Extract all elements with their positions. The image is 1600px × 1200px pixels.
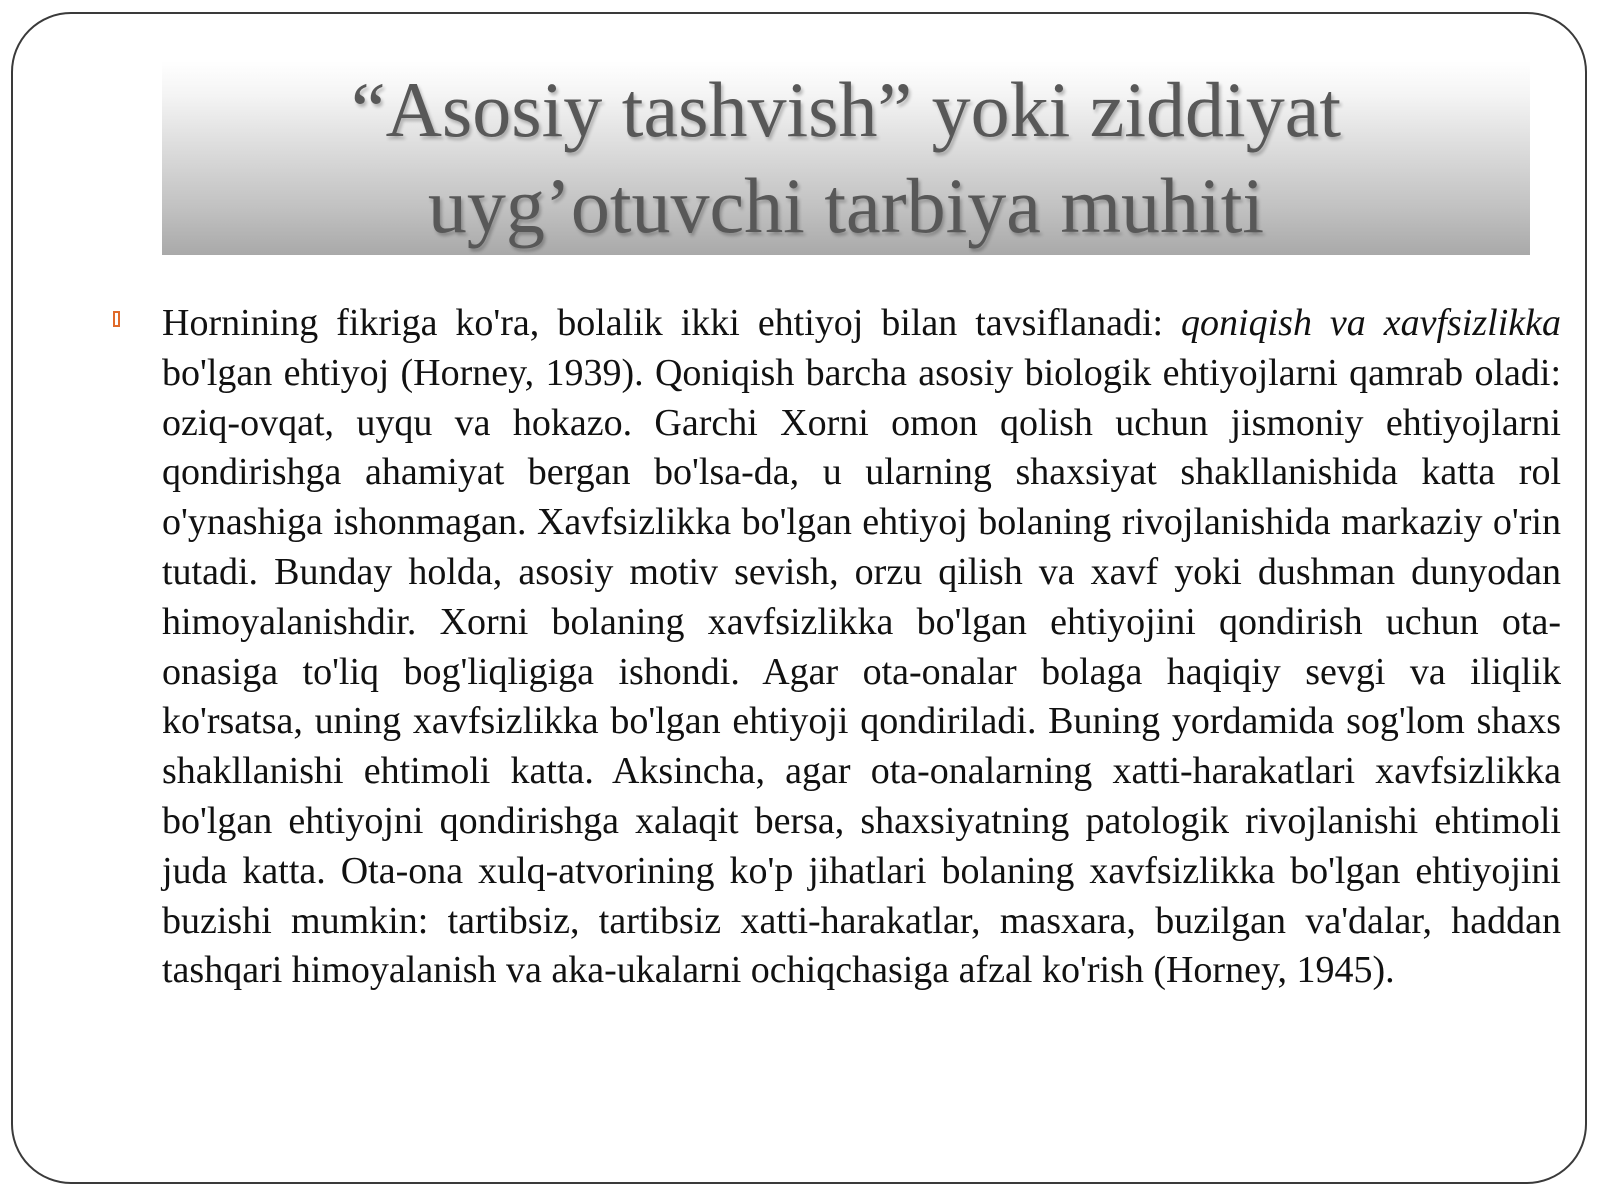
title-line-1: “Asosiy tashvish” yoki ziddiyat	[350, 66, 1342, 153]
body-text-part-1: Hornining fikriga ko'ra, bolalik ikki ehtiyoj bilan tavsiflanadi:	[162, 302, 1182, 344]
body-text-part-2: bo'lgan ehtiyoj (Horney, 1939). Qoniqish barcha asosiy biologik ehtiyojlarni qamrab oladi: oziq-ovqat, uyqu va hokazo. Garchi Xorni omon qolish uchun jismoniy ehtiyojlarni qondirishga ahamiyat bergan bo'lsa-da, u ularning shaxsiyat shakllanishida katta rol o'ynashiga ishonmagan. Xavfsizlikka bo'lgan ehtiyoj bolaning rivojlanishida markaziy o'rin tutadi. Bunday holda, asosiy motiv sevish, orzu qilish va xavf yoki dushman dunyodan himoyalanishdir. Xorni bolaning xavfsizlikka bo'lgan ehtiyojini qondirish uchun ota-onasiga to'liq bog'liqligiga ishondi. Agar ota-onalar bolaga haqiqiy sevgi va iliqlik ko'rsatsa, uning xavfsizlikka bo'lgan ehtiyoji qondiriladi. Buning yordamida sog'lom shaxs shakllanishi ehtimoli katta. Aksincha, agar ota-onalarning xatti-harakatlari xavfsizlikka bo'lgan ehtiyojni qondirishga xalaqit bersa, shaxsiyatning patologik rivojlanishi ehtimoli juda katta. Ota-ona xulq-atvorining ko'p jihatlari bolaning xavfsizlikka bo'lgan ehtiyojini buzishi mumkin: tartibsiz, tartibsiz xatti-harakatlar, masxara, buzilgan va'dalar, haddan tashqari himoyalanish va aka-ukalarni ochiqchasiga afzal ko'rish (Horney, 1945).	[162, 351, 1561, 992]
slide-frame	[11, 12, 1587, 1184]
body-text-emphasis: qoniqish va xavfsizlikka	[1181, 302, 1562, 344]
title-banner	[162, 61, 1530, 255]
body-paragraph	[162, 289, 1561, 996]
slide-title	[351, 62, 1341, 254]
title-line-2: uyg’otuvchi tarbiya muhiti	[427, 162, 1265, 249]
bullet-icon	[113, 311, 120, 327]
slide-content	[105, 289, 1565, 996]
